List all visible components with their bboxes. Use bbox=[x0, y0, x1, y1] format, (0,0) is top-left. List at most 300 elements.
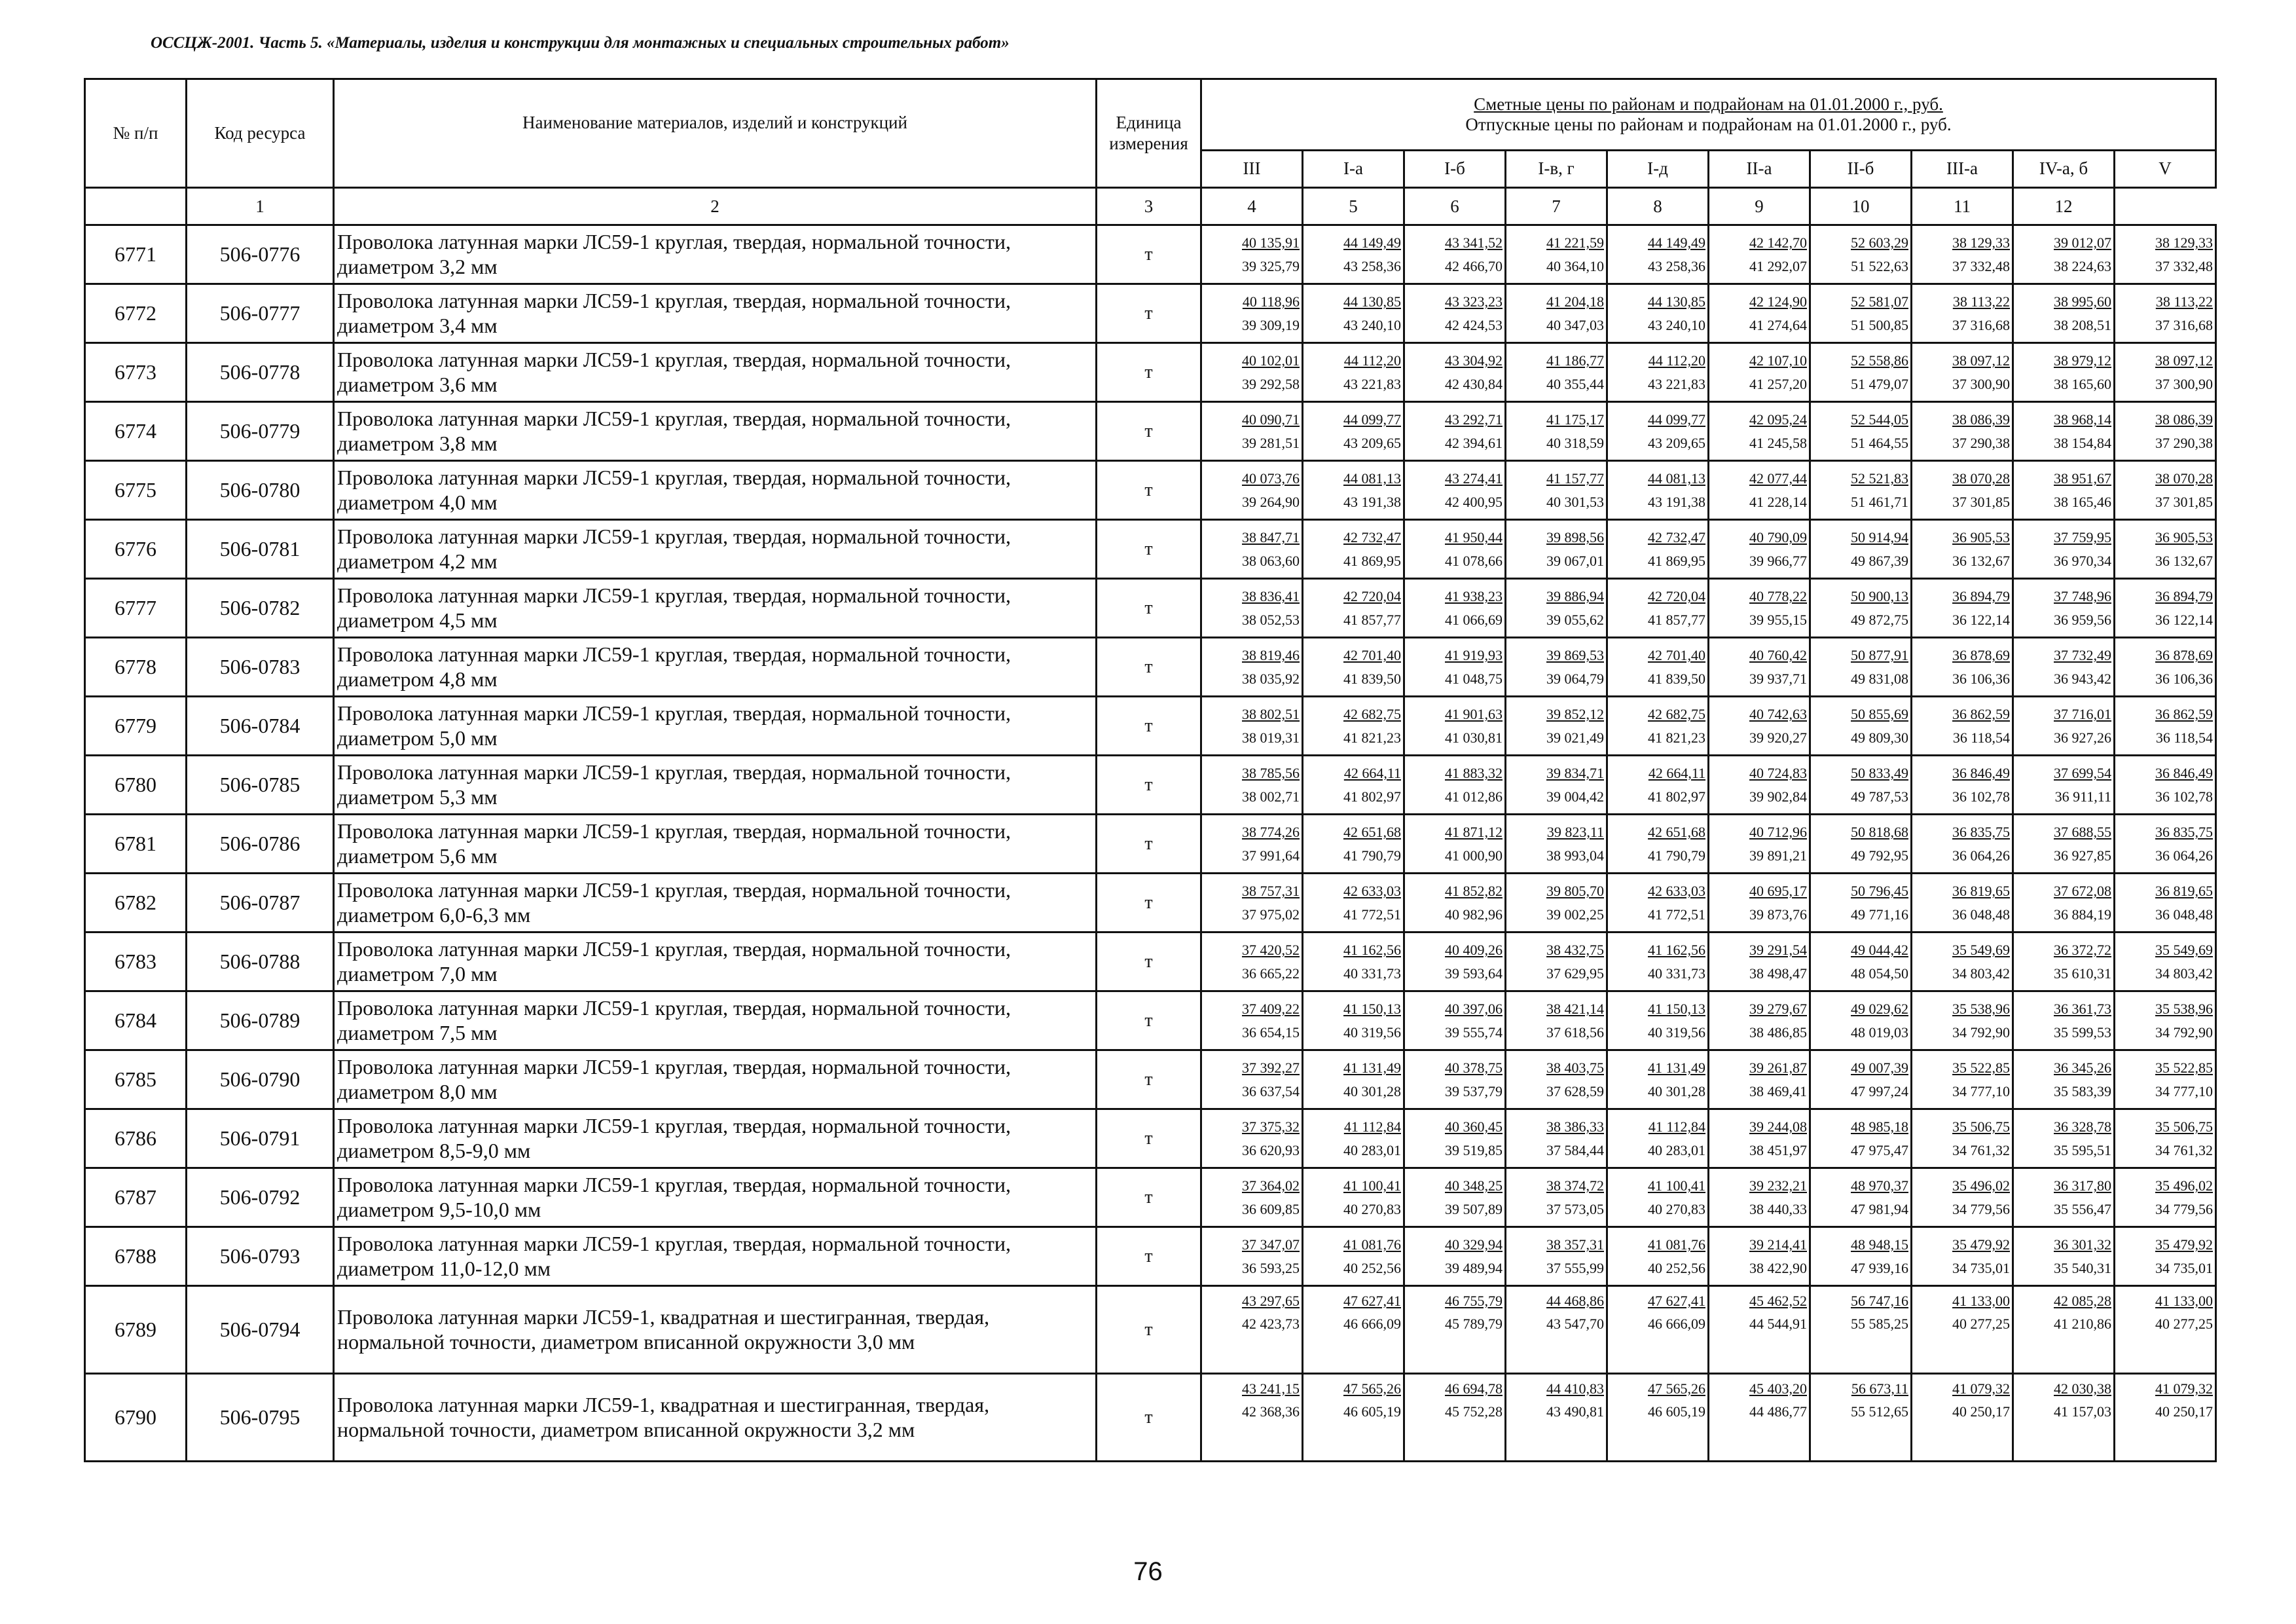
price-table bbox=[84, 78, 2217, 1462]
release-price: 36 884,19 bbox=[2054, 906, 2111, 923]
material-name-line1: Проволока латунная марки ЛС59-1 круглая, твердая, нормальной точности, bbox=[337, 347, 1011, 371]
estimate-price: 40 073,76 bbox=[1242, 470, 1300, 487]
price-cell bbox=[2115, 343, 2216, 402]
row-number: 6778 bbox=[85, 638, 187, 697]
price-cell bbox=[1303, 756, 1404, 815]
release-price: 41 210,86 bbox=[2054, 1316, 2111, 1333]
release-price: 39 055,62 bbox=[1546, 611, 1604, 628]
price-cell bbox=[1506, 756, 1607, 815]
material-name bbox=[334, 284, 1097, 343]
release-price: 38 486,85 bbox=[1749, 1024, 1807, 1041]
estimate-price: 39 291,54 bbox=[1749, 942, 1807, 959]
material-name-line1: Проволока латунная марки ЛС59-1, квадратная и шестигранная, твердая, bbox=[337, 1304, 990, 1329]
release-price: 51 522,63 bbox=[1851, 257, 1908, 274]
estimate-price: 41 100,41 bbox=[1343, 1177, 1401, 1194]
release-price: 41 228,14 bbox=[1749, 493, 1807, 510]
release-price: 39 537,79 bbox=[1445, 1082, 1503, 1099]
material-name-line2: диаметром 7,5 мм bbox=[337, 1020, 498, 1044]
estimate-price: 42 701,40 bbox=[1343, 647, 1401, 664]
material-name-line2: диаметром 8,5-9,0 мм bbox=[337, 1138, 531, 1162]
estimate-price: 35 496,02 bbox=[2155, 1177, 2213, 1194]
estimate-price: 50 900,13 bbox=[1851, 588, 1908, 605]
estimate-price: 41 950,44 bbox=[1445, 529, 1503, 546]
unit: т bbox=[1097, 638, 1201, 697]
price-cell bbox=[1607, 1374, 1709, 1462]
price-cell bbox=[1506, 1109, 1607, 1168]
release-price: 49 831,08 bbox=[1851, 670, 1908, 687]
estimate-price: 38 086,39 bbox=[2155, 411, 2213, 428]
release-price: 36 665,22 bbox=[1242, 965, 1300, 982]
estimate-price: 38 951,67 bbox=[2054, 470, 2111, 487]
release-price: 36 927,85 bbox=[2054, 847, 2111, 864]
release-price: 38 019,31 bbox=[1242, 729, 1300, 746]
release-price: 40 283,01 bbox=[1648, 1141, 1705, 1158]
price-cell bbox=[1404, 874, 1506, 932]
resource-code: 506-0776 bbox=[187, 225, 334, 284]
estimate-price: 48 948,15 bbox=[1851, 1236, 1908, 1253]
estimate-price: 35 479,92 bbox=[2155, 1236, 2213, 1253]
price-cell bbox=[1201, 697, 1303, 756]
material-name bbox=[334, 1227, 1097, 1286]
release-price: 40 301,53 bbox=[1546, 493, 1604, 510]
price-cell bbox=[1607, 579, 1709, 638]
column-number: 12 bbox=[2013, 188, 2115, 225]
price-cell bbox=[1912, 1050, 2013, 1109]
release-price: 39 309,19 bbox=[1242, 316, 1300, 333]
material-name-line2: диаметром 3,6 мм bbox=[337, 372, 498, 396]
estimate-price: 36 862,59 bbox=[2155, 706, 2213, 723]
material-name-line1: Проволока латунная марки ЛС59-1 круглая, твердая, нормальной точности, bbox=[337, 936, 1011, 961]
estimate-price: 38 129,33 bbox=[2155, 234, 2213, 251]
material-name-line2: диаметром 4,5 мм bbox=[337, 608, 498, 632]
resource-code: 506-0791 bbox=[187, 1109, 334, 1168]
release-price: 39 937,71 bbox=[1749, 670, 1807, 687]
estimate-price: 37 732,49 bbox=[2054, 647, 2111, 664]
column-number: 1 bbox=[187, 188, 334, 225]
estimate-price: 37 699,54 bbox=[2054, 765, 2111, 782]
release-price: 46 666,09 bbox=[1343, 1316, 1401, 1333]
estimate-price: 42 651,68 bbox=[1648, 824, 1705, 841]
column-number: 9 bbox=[1709, 188, 1810, 225]
estimate-price: 37 364,02 bbox=[1242, 1177, 1300, 1194]
estimate-price: 41 131,49 bbox=[1648, 1060, 1705, 1077]
price-cell bbox=[1607, 638, 1709, 697]
running-header: ОССЦЖ-2001. Часть 5. «Материалы, изделия и конструкции для монтажных и специальных строительных работ» bbox=[151, 34, 1010, 52]
material-name-line2: диаметром 3,8 мм bbox=[337, 431, 498, 455]
release-price: 35 599,53 bbox=[2054, 1024, 2111, 1041]
release-price: 40 283,01 bbox=[1343, 1141, 1401, 1158]
estimate-price: 44 112,20 bbox=[1648, 352, 1705, 369]
unit: т bbox=[1097, 815, 1201, 874]
estimate-price: 41 175,17 bbox=[1546, 411, 1604, 428]
price-cell bbox=[1303, 1286, 1404, 1374]
estimate-price: 56 747,16 bbox=[1851, 1293, 1908, 1309]
estimate-price: 42 124,90 bbox=[1749, 293, 1807, 310]
estimate-price: 40 742,63 bbox=[1749, 706, 1807, 723]
release-price: 41 790,79 bbox=[1343, 847, 1401, 864]
release-price: 38 224,63 bbox=[2054, 257, 2111, 274]
release-price: 41 857,77 bbox=[1648, 611, 1705, 628]
estimate-price: 45 403,20 bbox=[1749, 1380, 1807, 1397]
price-cell bbox=[1201, 1227, 1303, 1286]
material-name-line2: диаметром 5,6 мм bbox=[337, 843, 498, 868]
estimate-price: 44 468,86 bbox=[1546, 1293, 1604, 1309]
price-cell bbox=[1709, 697, 1810, 756]
price-cell bbox=[1709, 874, 1810, 932]
release-price: 39 902,84 bbox=[1749, 788, 1807, 805]
price-cell bbox=[1303, 1168, 1404, 1227]
estimate-price: 39 279,67 bbox=[1749, 1001, 1807, 1018]
estimate-price: 38 421,14 bbox=[1546, 1001, 1604, 1018]
price-cell bbox=[1709, 638, 1810, 697]
price-cell bbox=[1912, 461, 2013, 520]
estimate-price: 48 970,37 bbox=[1851, 1177, 1908, 1194]
release-price: 37 332,48 bbox=[1952, 257, 2010, 274]
price-cell bbox=[1201, 520, 1303, 579]
price-cell bbox=[1912, 815, 2013, 874]
estimate-price: 39 834,71 bbox=[1546, 765, 1604, 782]
release-price: 38 498,47 bbox=[1749, 965, 1807, 982]
estimate-price: 40 378,75 bbox=[1445, 1060, 1503, 1077]
price-cell bbox=[1607, 1050, 1709, 1109]
price-cell bbox=[1912, 579, 2013, 638]
row-number: 6782 bbox=[85, 874, 187, 932]
estimate-price: 37 688,55 bbox=[2054, 824, 2111, 841]
price-cell bbox=[1506, 1050, 1607, 1109]
price-cell bbox=[1607, 461, 1709, 520]
material-name-line2: диаметром 4,2 мм bbox=[337, 549, 498, 573]
table-row bbox=[85, 402, 2216, 461]
release-price: 36 132,67 bbox=[1952, 552, 2010, 569]
resource-code: 506-0793 bbox=[187, 1227, 334, 1286]
price-cell bbox=[1303, 461, 1404, 520]
estimate-price: 37 672,08 bbox=[2054, 883, 2111, 900]
estimate-price: 38 819,46 bbox=[1242, 647, 1300, 664]
material-name-line2: диаметром 4,0 мм bbox=[337, 490, 498, 514]
price-cell bbox=[1404, 461, 1506, 520]
price-cell bbox=[2115, 697, 2216, 756]
release-price: 39 004,42 bbox=[1546, 788, 1604, 805]
release-price: 40 277,25 bbox=[1952, 1316, 2010, 1333]
resource-code: 506-0780 bbox=[187, 461, 334, 520]
estimate-price: 44 112,20 bbox=[1343, 352, 1401, 369]
release-price: 45 752,28 bbox=[1445, 1403, 1503, 1420]
estimate-price: 50 855,69 bbox=[1851, 706, 1908, 723]
release-price: 43 221,83 bbox=[1648, 375, 1705, 392]
price-cell bbox=[1810, 638, 1912, 697]
estimate-price: 49 044,42 bbox=[1851, 942, 1908, 959]
estimate-price: 40 360,45 bbox=[1445, 1118, 1503, 1135]
estimate-price: 37 759,95 bbox=[2054, 529, 2111, 546]
price-cell bbox=[1709, 1109, 1810, 1168]
estimate-price: 40 329,94 bbox=[1445, 1236, 1503, 1253]
unit: т bbox=[1097, 697, 1201, 756]
estimate-price: 37 420,52 bbox=[1242, 942, 1300, 959]
release-price: 39 489,94 bbox=[1445, 1259, 1503, 1276]
price-cell bbox=[1201, 402, 1303, 461]
material-name-line1: Проволока латунная марки ЛС59-1 круглая, твердая, нормальной точности, bbox=[337, 229, 1011, 253]
release-price: 36 064,26 bbox=[1952, 847, 2010, 864]
estimate-price: 38 070,28 bbox=[2155, 470, 2213, 487]
release-price: 39 955,15 bbox=[1749, 611, 1807, 628]
estimate-price: 48 985,18 bbox=[1851, 1118, 1908, 1135]
release-price: 38 469,41 bbox=[1749, 1082, 1807, 1099]
table-row bbox=[85, 1050, 2216, 1109]
row-number: 6775 bbox=[85, 461, 187, 520]
release-price: 40 252,56 bbox=[1648, 1259, 1705, 1276]
estimate-price: 39 869,53 bbox=[1546, 647, 1604, 664]
header-region: I-а bbox=[1303, 151, 1404, 188]
release-price: 44 544,91 bbox=[1749, 1316, 1807, 1333]
material-name bbox=[334, 1050, 1097, 1109]
release-price: 41 772,51 bbox=[1648, 906, 1705, 923]
estimate-price: 35 549,69 bbox=[1952, 942, 2010, 959]
estimate-price: 47 565,26 bbox=[1648, 1380, 1705, 1397]
price-cell bbox=[1709, 1227, 1810, 1286]
material-name-line2: диаметром 9,5-10,0 мм bbox=[337, 1197, 541, 1221]
release-price: 37 290,38 bbox=[2155, 434, 2213, 451]
price-cell bbox=[2013, 874, 2115, 932]
price-cell bbox=[1404, 756, 1506, 815]
release-price: 40 364,10 bbox=[1546, 257, 1604, 274]
material-name bbox=[334, 520, 1097, 579]
header-region: II-б bbox=[1810, 151, 1912, 188]
column-number: 3 bbox=[1097, 188, 1201, 225]
estimate-price: 40 118,96 bbox=[1242, 293, 1300, 310]
estimate-price: 46 755,79 bbox=[1445, 1293, 1503, 1309]
price-cell bbox=[1810, 1227, 1912, 1286]
price-cell bbox=[2115, 402, 2216, 461]
release-price: 36 102,78 bbox=[2155, 788, 2213, 805]
price-cell bbox=[1810, 1374, 1912, 1462]
price-cell bbox=[1404, 1168, 1506, 1227]
estimate-price: 41 938,23 bbox=[1445, 588, 1503, 605]
material-name-line1: Проволока латунная марки ЛС59-1 круглая, твердая, нормальной точности, bbox=[337, 760, 1011, 784]
release-price: 37 573,05 bbox=[1546, 1200, 1604, 1217]
estimate-price: 41 871,12 bbox=[1445, 824, 1503, 841]
release-price: 51 500,85 bbox=[1851, 316, 1908, 333]
estimate-price: 42 142,70 bbox=[1749, 234, 1807, 251]
release-price: 41 245,58 bbox=[1749, 434, 1807, 451]
estimate-price: 38 432,75 bbox=[1546, 942, 1604, 959]
header-region: I-в, г bbox=[1506, 151, 1607, 188]
estimate-price: 42 633,03 bbox=[1343, 883, 1401, 900]
price-cell bbox=[1607, 1227, 1709, 1286]
release-price: 44 486,77 bbox=[1749, 1403, 1807, 1420]
price-cell bbox=[2013, 579, 2115, 638]
release-price: 39 264,90 bbox=[1242, 493, 1300, 510]
material-name-line2: диаметром 5,0 мм bbox=[337, 726, 498, 750]
release-price: 39 292,58 bbox=[1242, 375, 1300, 392]
header-region: II-а bbox=[1709, 151, 1810, 188]
price-cell bbox=[1201, 343, 1303, 402]
price-cell bbox=[1709, 402, 1810, 461]
material-name-line1: Проволока латунная марки ЛС59-1 круглая, твердая, нормальной точности, bbox=[337, 406, 1011, 430]
material-name bbox=[334, 1109, 1097, 1168]
estimate-price: 35 506,75 bbox=[2155, 1118, 2213, 1135]
price-cell bbox=[2115, 1286, 2216, 1374]
price-cell bbox=[1303, 815, 1404, 874]
estimate-price: 36 846,49 bbox=[1952, 765, 2010, 782]
price-cell bbox=[1303, 697, 1404, 756]
price-cell bbox=[2115, 1109, 2216, 1168]
price-cell bbox=[2013, 1227, 2115, 1286]
price-cell bbox=[1607, 991, 1709, 1050]
unit: т bbox=[1097, 756, 1201, 815]
release-price: 37 628,59 bbox=[1546, 1082, 1604, 1099]
row-number: 6784 bbox=[85, 991, 187, 1050]
release-price: 43 209,65 bbox=[1648, 434, 1705, 451]
release-price: 49 867,39 bbox=[1851, 552, 1908, 569]
estimate-price: 38 847,71 bbox=[1242, 529, 1300, 546]
estimate-price: 40 102,01 bbox=[1242, 352, 1300, 369]
price-cell bbox=[1912, 1168, 2013, 1227]
price-cell bbox=[1810, 402, 1912, 461]
row-number: 6786 bbox=[85, 1109, 187, 1168]
estimate-price: 42 682,75 bbox=[1343, 706, 1401, 723]
estimate-price: 41 079,32 bbox=[1952, 1380, 2010, 1397]
release-price: 40 252,56 bbox=[1343, 1259, 1401, 1276]
release-price: 48 054,50 bbox=[1851, 965, 1908, 982]
release-price: 41 821,23 bbox=[1648, 729, 1705, 746]
price-cell bbox=[2013, 225, 2115, 284]
estimate-price: 42 651,68 bbox=[1343, 824, 1401, 841]
release-price: 46 666,09 bbox=[1648, 1316, 1705, 1333]
estimate-price: 41 221,59 bbox=[1546, 234, 1604, 251]
estimate-price: 42 732,47 bbox=[1343, 529, 1401, 546]
row-number: 6773 bbox=[85, 343, 187, 402]
unit: т bbox=[1097, 520, 1201, 579]
release-price: 36 064,26 bbox=[2155, 847, 2213, 864]
header-unit-line1: Единица bbox=[1116, 113, 1182, 133]
estimate-price: 47 627,41 bbox=[1343, 1293, 1401, 1309]
estimate-price: 45 462,52 bbox=[1749, 1293, 1807, 1309]
price-cell bbox=[1506, 225, 1607, 284]
estimate-price: 38 802,51 bbox=[1242, 706, 1300, 723]
price-cell bbox=[1303, 1050, 1404, 1109]
material-name-line1: Проволока латунная марки ЛС59-1 круглая, твердая, нормальной точности, bbox=[337, 995, 1011, 1020]
release-price: 36 593,25 bbox=[1242, 1259, 1300, 1276]
estimate-price: 43 292,71 bbox=[1445, 411, 1503, 428]
price-cell bbox=[2013, 1168, 2115, 1227]
price-cell bbox=[2013, 756, 2115, 815]
price-cell bbox=[2115, 1374, 2216, 1462]
unit: т bbox=[1097, 461, 1201, 520]
estimate-price: 39 805,70 bbox=[1546, 883, 1604, 900]
price-cell bbox=[1912, 343, 2013, 402]
price-cell bbox=[2115, 520, 2216, 579]
estimate-price: 40 348,25 bbox=[1445, 1177, 1503, 1194]
release-price: 36 943,42 bbox=[2054, 670, 2111, 687]
release-price: 37 991,64 bbox=[1242, 847, 1300, 864]
price-cell bbox=[1506, 1286, 1607, 1374]
release-price: 40 270,83 bbox=[1648, 1200, 1705, 1217]
unit: т bbox=[1097, 991, 1201, 1050]
header-prices-release: Отпускные цены по районам и подрайонам на 01.01.2000 г., руб. bbox=[1465, 115, 1952, 134]
resource-code: 506-0794 bbox=[187, 1286, 334, 1374]
material-name-line2: диаметром 6,0-6,3 мм bbox=[337, 902, 531, 927]
table-row bbox=[85, 638, 2216, 697]
resource-code: 506-0779 bbox=[187, 402, 334, 461]
table-row bbox=[85, 697, 2216, 756]
release-price: 37 301,85 bbox=[2155, 493, 2213, 510]
release-price: 55 585,25 bbox=[1851, 1316, 1908, 1333]
estimate-price: 42 030,38 bbox=[2054, 1380, 2111, 1397]
price-cell bbox=[1607, 1109, 1709, 1168]
release-price: 36 106,36 bbox=[2155, 670, 2213, 687]
release-price: 37 629,95 bbox=[1546, 965, 1604, 982]
header-name bbox=[334, 79, 1097, 188]
column-number: 6 bbox=[1404, 188, 1506, 225]
estimate-price: 50 796,45 bbox=[1851, 883, 1908, 900]
release-price: 39 873,76 bbox=[1749, 906, 1807, 923]
price-cell bbox=[1201, 579, 1303, 638]
material-name bbox=[334, 461, 1097, 520]
unit: т bbox=[1097, 225, 1201, 284]
release-price: 36 106,36 bbox=[1952, 670, 2010, 687]
price-cell bbox=[2013, 402, 2115, 461]
price-cell bbox=[1404, 343, 1506, 402]
price-cell bbox=[1201, 1050, 1303, 1109]
table-row bbox=[85, 520, 2216, 579]
release-price: 36 118,54 bbox=[2155, 729, 2213, 746]
header-code: Код ресурса bbox=[187, 79, 334, 188]
estimate-price: 38 357,31 bbox=[1546, 1236, 1604, 1253]
release-price: 34 792,90 bbox=[1952, 1024, 2010, 1041]
price-cell bbox=[1506, 1168, 1607, 1227]
material-name bbox=[334, 225, 1097, 284]
header-region: III-а bbox=[1912, 151, 2013, 188]
material-name-line2: диаметром 5,3 мм bbox=[337, 784, 498, 809]
price-cell bbox=[1404, 402, 1506, 461]
price-cell bbox=[1912, 874, 2013, 932]
estimate-price: 42 682,75 bbox=[1648, 706, 1705, 723]
header-num: № п/п bbox=[85, 79, 187, 188]
release-price: 34 735,01 bbox=[1952, 1259, 2010, 1276]
price-cell bbox=[1303, 991, 1404, 1050]
price-cell bbox=[1912, 1374, 2013, 1462]
release-price: 49 787,53 bbox=[1851, 788, 1908, 805]
unit: т bbox=[1097, 284, 1201, 343]
estimate-price: 38 995,60 bbox=[2054, 293, 2111, 310]
release-price: 43 191,38 bbox=[1343, 493, 1401, 510]
release-price: 38 035,92 bbox=[1242, 670, 1300, 687]
price-cell bbox=[1912, 1109, 2013, 1168]
estimate-price: 36 835,75 bbox=[1952, 824, 2010, 841]
release-price: 41 274,64 bbox=[1749, 316, 1807, 333]
estimate-price: 43 297,65 bbox=[1242, 1293, 1300, 1309]
estimate-price: 37 375,32 bbox=[1242, 1118, 1300, 1135]
price-cell bbox=[1912, 638, 2013, 697]
estimate-price: 35 538,96 bbox=[2155, 1001, 2213, 1018]
price-cell bbox=[2013, 638, 2115, 697]
release-price: 47 939,16 bbox=[1851, 1259, 1908, 1276]
row-number: 6788 bbox=[85, 1227, 187, 1286]
price-cell bbox=[1303, 402, 1404, 461]
release-price: 47 975,47 bbox=[1851, 1141, 1908, 1158]
release-price: 37 290,38 bbox=[1952, 434, 2010, 451]
price-cell bbox=[1506, 815, 1607, 874]
table-row bbox=[85, 991, 2216, 1050]
column-number: 5 bbox=[1303, 188, 1404, 225]
price-cell bbox=[1709, 343, 1810, 402]
estimate-price: 49 029,62 bbox=[1851, 1001, 1908, 1018]
price-cell bbox=[1201, 874, 1303, 932]
material-name bbox=[334, 402, 1097, 461]
resource-code: 506-0790 bbox=[187, 1050, 334, 1109]
estimate-price: 41 157,77 bbox=[1546, 470, 1604, 487]
estimate-price: 40 760,42 bbox=[1749, 647, 1807, 664]
